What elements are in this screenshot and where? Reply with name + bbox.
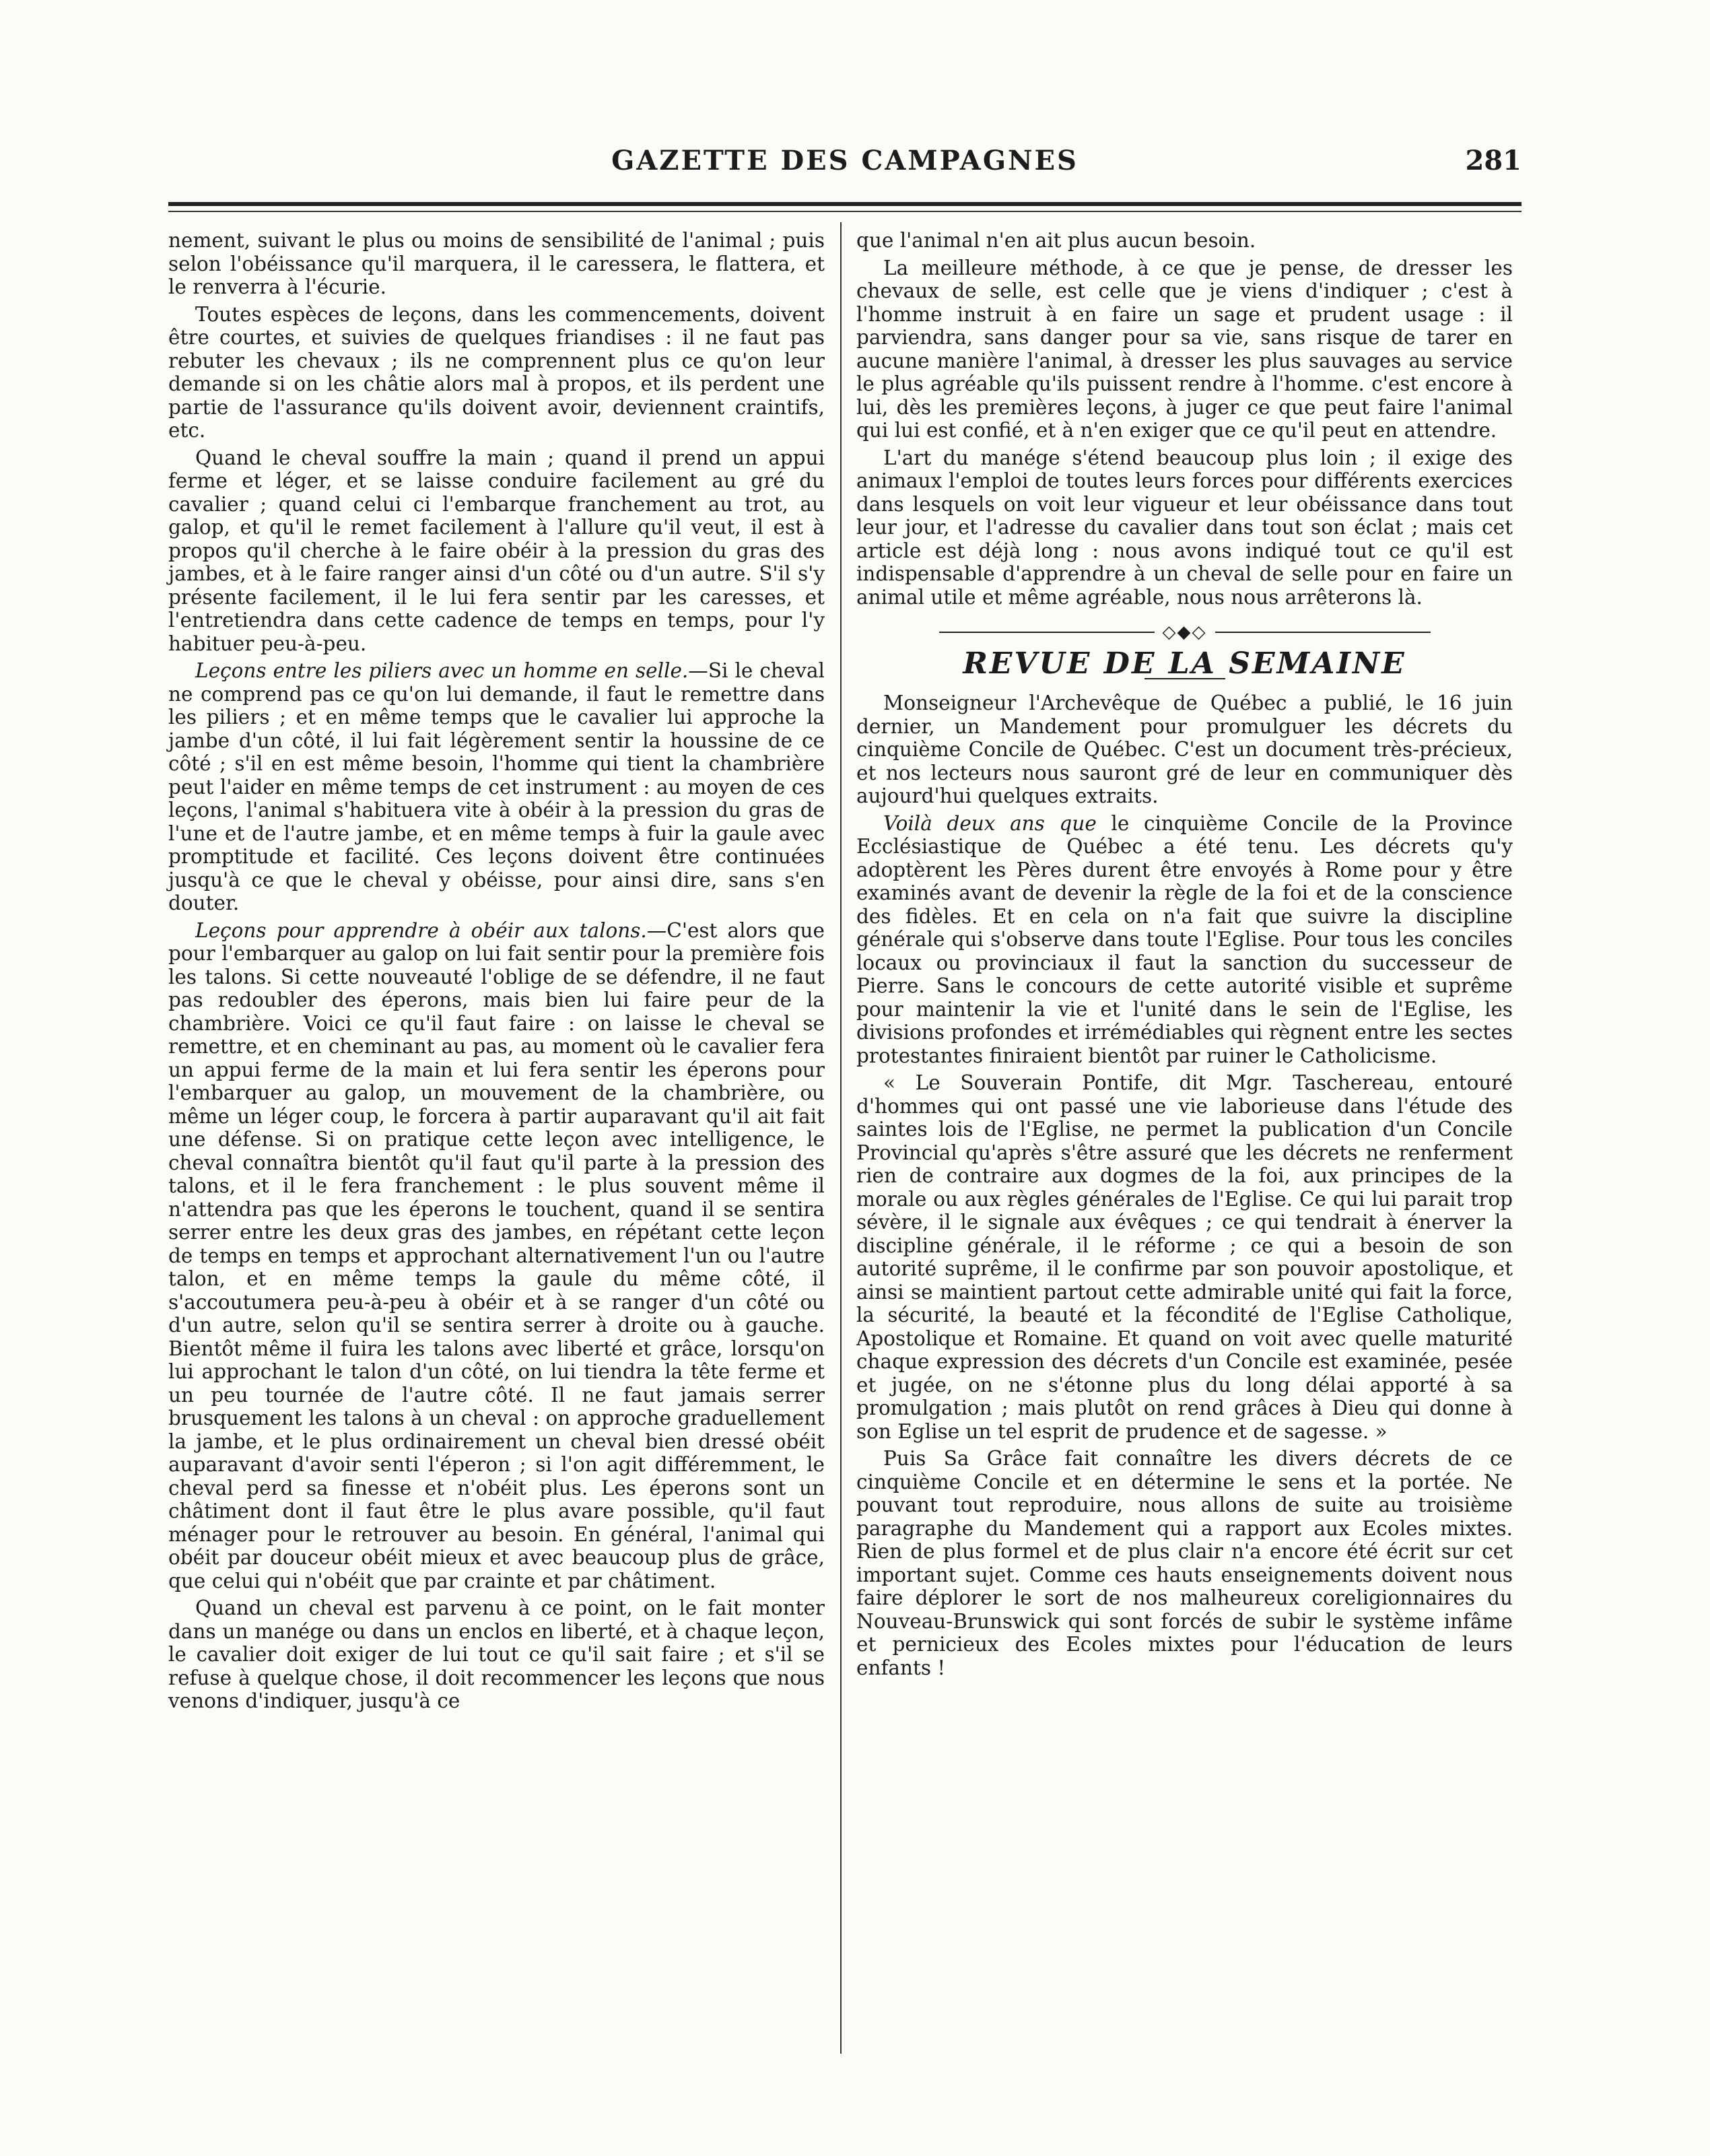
right-column <box>856 229 1513 1683</box>
newspaper-title: GAZETTE DES CAMPAGNES <box>611 145 1079 176</box>
paragraph-lead: Voilà deux ans que <box>883 811 1097 835</box>
subheading-lessons-pillars: Leçons entre les piliers avec un homme en selle.— <box>195 659 708 682</box>
header-rule-thick <box>168 202 1521 206</box>
paragraph: Quand un cheval est parvenu à ce point, on le fait monter dans un manége ou dans un enclos en liberté, et à chaque leçon, le cavalier doit exiger de lui tout ce qu'il sait faire ; et s'il se refuse à quelque chose, il doit recommencer les leçons que nous venons d'indiquer, jusqu'à ce <box>168 1596 825 1712</box>
paragraph: La meilleure méthode, à ce que je pense, de dresser les chevaux de selle, est celle que je viens d'indiquer ; c'est à l'homme instruit à en faire un sage et prudent usage : il parviendra, sans danger pour sa vie, sans risque de tarer en aucune manière l'animal, à dresser les plus sauvages au service le plus agréable qu'ils puissent rendre à l'homme. c'est encore à lui, dès les premières leçons, à juger ce que peut faire l'animal qui lui est confié, et à n'en exiger que ce qu'il peut en attendre. <box>856 256 1513 442</box>
header-rule-thin <box>168 211 1521 212</box>
paragraph: Monseigneur l'Archevêque de Québec a publié, le 16 juin dernier, un Mandement pour promulguer les décrets du cinquième Concile de Québec. C'est un document très-précieux, et nos lecteurs nous sauront gré de leur en communiquer dès aujourd'hui quelques extraits. <box>856 692 1513 807</box>
column-divider <box>840 222 842 2054</box>
ornament-line <box>939 632 1155 633</box>
subheading-lessons-heels: Leçons pour apprendre à obéir aux talons.— <box>195 918 667 942</box>
left-column <box>168 229 825 1717</box>
paragraph: Toutes espèces de leçons, dans les commencements, doivent être courtes, et suivies de quelques friandises : il ne faut pas rebuter les chevaux ; ils ne comprennent plus ce qu'on leur demande si on les châtie alors mal à propos, et ils perdent une partie de l'assurance qu'ils doivent avoir, deviennent craintifs, etc. <box>168 302 825 442</box>
paragraph: que l'animal n'en ait plus aucun besoin. <box>856 229 1256 252</box>
paragraph <box>856 812 1513 1068</box>
section-ornament <box>856 621 1513 644</box>
ornament-line <box>1215 632 1431 633</box>
paragraph-text: le cinquième Concile de la Province Ecclésiastique de Québec a été tenu. Les décrets qu'y adoptèrent les Pères durent être envoyés à Rome pour y être examinés avant de devenir la règle de la foi et de la conscience des fidèles. Et en cela on n'a fait que suivre la discipline générale qui s'observe dans toute l'Eglise. Pour tous les conciles locaux ou provinciaux il faut la sanction du successeur de Pierre. Sans le concours de cette autorité visible et suprême pour maintenir la vie et l'unité dans le sein de l'Eglise, les divisions profondes et irrémédiables qui règnent entre les sectes protestantes finiraient bientôt par ruiner le Catholicisme. <box>856 811 1513 1067</box>
paragraph: L'art du manége s'étend beaucoup plus loin ; il exige des animaux l'emploi de toutes leurs forces pour différents exercices dans lesquels on voit leur vigueur et leur obéissance dans tout leur jour, et l'adresse du cavalier dans tout son éclat ; mais cet article est déjà long : nous avons indiqué tout ce qu'il est indispensable d'apprendre à un cheval de selle pour en faire un animal utile et même agréable, nous nous arrêterons là. <box>856 446 1513 609</box>
paragraph: « Le Souverain Pontife, dit Mgr. Taschereau, entouré d'hommes qui ont passé une vie laborieuse dans l'étude des saintes lois de l'Eglise, ne permet la publication d'un Concile Provincial qu'après s'être assuré que les décrets ne renferment rien de contraire aux dogmes de la foi, aux principes de la morale ou aux règles générales de l'Eglise. Ce qui lui parait trop sévère, il le signale aux évêques ; ce qui tendrait à énerver la discipline générale, il le réforme ; ce qui a besoin de son autorité suprême, il le confirme par son pouvoir apostolique, et ainsi se maintient partout cette admirable unité qui fait la force, la sécurité, la beauté et la fécondité de l'Eglise Catholique, Apostolique et Romaine. Et quand on voit avec quelle maturité chaque expression des décrets d'un Concile est examinée, pesée et jugée, on ne s'étonne plus du long délai apporté à sa promulgation ; mais plutôt on rend grâces à Dieu qui donne à son Eglise un tel esprit de prudence et de sagesse. » <box>856 1071 1513 1443</box>
paragraph <box>168 659 825 915</box>
page-header <box>168 145 1521 185</box>
paragraph-text: Si le cheval ne comprend pas ce qu'on lui demande, il faut le remettre dans les piliers ; et en même temps que le cavalier lui approche la jambe d'un côté, il lui fait légèrement sentir la houssine de ce côté ; s'il en est même besoin, l'homme qui tient la chambrière peut l'aider en même temps de cet instrument : au moyen de ces leçons, l'animal s'habituera vite à obéir à la pression du gras de l'une et de l'autre jambe, et en même temps à fuir la gaule avec promptitude et facilité. Ces leçons doivent être continuées jusqu'à ce que le cheval y obéisse, pour ainsi dire, sans s'en douter. <box>168 659 825 914</box>
paragraph: Quand le cheval souffre la main ; quand il prend un appui ferme et léger, et se laisse conduire facilement au gré du cavalier ; quand celui ci l'embarque franchement au trot, au galop, et qu'il le remet facilement à l'allure qu'il veut, il est à propos qu'il cherche à le faire obéir à la pression du gras des jambes, et à le faire ranger ainsi d'un côté ou d'un autre. S'il s'y présente facilement, il le lui fera sentir par les caresses, et l'entretiendra dans cette cadence de temps en temps, pour l'y habituer peu-à-peu. <box>168 446 825 655</box>
paragraph: Puis Sa Grâce fait connaître les divers décrets de ce cinquième Concile et en détermine le sens et la portée. Ne pouvant tout reproduire, nous allons de suite au troisième paragraphe du Mandement qui a rapport aux Ecoles mixtes. Rien de plus formel et de plus clair n'a encore été écrit sur cet important sujet. Comme ces hauts enseignements doivent nous faire déplorer le sort de nos malheureux coreligionnaires du Nouveau-Brunswick qui sont forcés de subir le système infâme et pernicieux des Ecoles mixtes pour l'éducation de leurs enfants ! <box>856 1447 1513 1679</box>
paragraph <box>168 919 825 1593</box>
paragraph-text: C'est alors que pour l'embarquer au galop on lui fait sentir pour la première fois les talons. Si cette nouveauté l'oblige de se défendre, il ne faut pas redoubler des éperons, mais bien lui faire peur de la chambrière. Voici ce qu'il faut faire : on laisse le cheval se remettre, et en cheminant au pas, au moment où le cavalier fera un appui ferme de la main et lui fera sentir les éperons pour l'embarquer au galop, un mouvement de la chambrière, ou même un léger coup, le forcera à partir auparavant qu'il ait fait une défense. Si on pratique cette leçon avec intelligence, le cheval connaîtra bientôt qu'il faut qu'il parte à la pression des talons, et il le fera franchement : le plus souvent même il n'attendra pas que les éperons le touchent, quand il se sentira serrer entre les deux gras des jambes, en répétant cette leçon de temps en temps et approchant alternativement l'un ou l'autre talon, et en même temps la gaule du même côté, il s'accoutumera peu-à-peu à obéir et à se ranger d'un côté ou d'un autre, selon qu'il se sentira serrer à droite ou à gauche. Bientôt même il fuira les talons avec liberté et grâce, lorsqu'on lui approchant le talon d'un côté, on lui tiendra la tête ferme et un peu tournée de l'autre côté. Il ne faut jamais serrer brusquement les talons à un cheval : on approche graduellement la jambe, et le plus ordinairement un cheval bien dressé obéit auparavant d'avoir senti l'éperon ; si l'on agit différemment, le cheval perd sa finesse et n'obéit plus. Les éperons sont un châtiment dont il faut être le plus avare possible, qu'il faut ménager pour le retrouver au besoin. En général, l'animal qui obéit par douceur obéit mieux et avec beaucoup plus de grâce, que celui qui n'obéit que par crainte et par châtiment. <box>168 918 825 1592</box>
ornament-icon: ◇◆◇ <box>1162 622 1207 642</box>
paragraph: nement, suivant le plus ou moins de sensibilité de l'animal ; puis selon l'obéissance qu'il marquera, il le caressera, le flattera, et le renverra à l'écurie. <box>168 229 825 298</box>
page-number: 281 <box>1465 145 1521 176</box>
section-title: REVUE DE LA SEMAINE <box>963 646 1406 681</box>
